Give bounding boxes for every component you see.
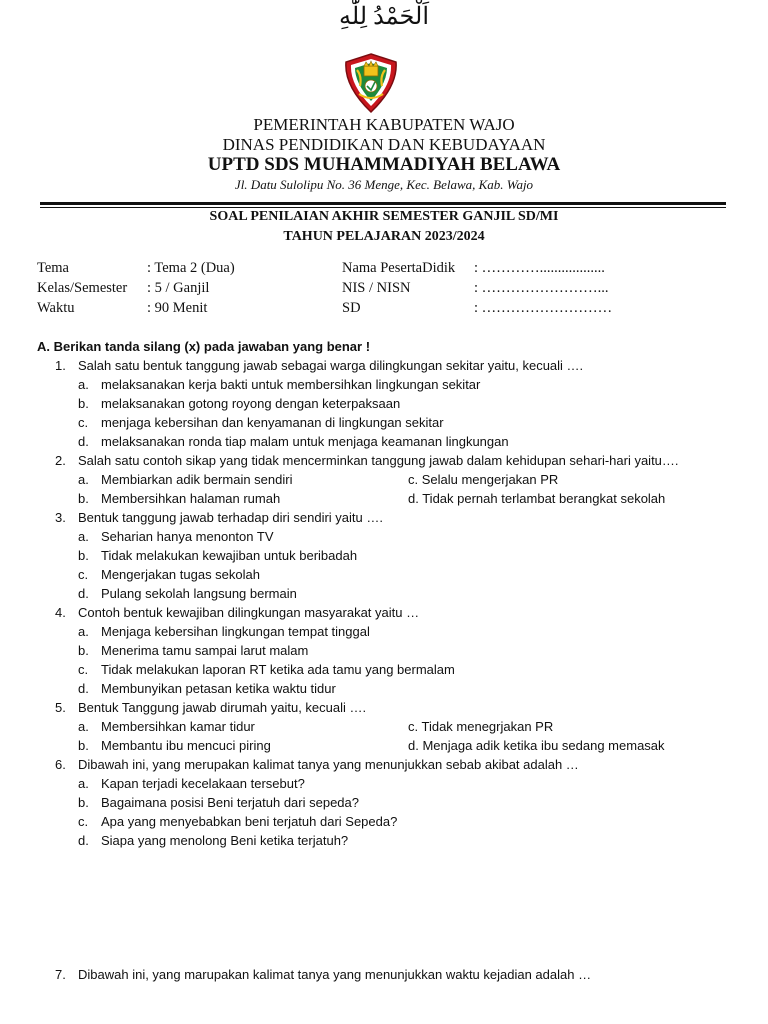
option-text[interactable]: c. Tidak menegrjakan PR — [408, 719, 554, 734]
option-text[interactable]: d. Menjaga adik ketika ibu sedang memasak — [408, 738, 665, 753]
header-divider-thin — [40, 207, 726, 208]
option-letter: c. — [78, 415, 89, 430]
nama-label: Nama PesertaDidik — [342, 260, 456, 276]
question-number: 2. — [55, 453, 66, 468]
option-letter: b. — [78, 548, 89, 563]
option-letter: d. — [78, 833, 89, 848]
header-department-line: DINAS PENDIDIKAN DAN KEBUDAYAAN — [222, 135, 546, 154]
question-text: Contoh bentuk kewajiban dilingkungan masyarakat yaitu … — [78, 605, 420, 620]
question-text: Salah satu contoh sikap yang tidak mencerminkan tanggung jawab dalam kehidupan sehari-hari yaitu…. — [78, 453, 679, 468]
question-text: Dibawah ini, yang merupakan kalimat tanya yang menunjukkan sebab akibat adalah … — [78, 757, 579, 772]
kelas-label: Kelas/Semester — [37, 280, 128, 296]
nis-label: NIS / NISN — [342, 280, 411, 296]
tema-label: Tema — [37, 260, 69, 276]
kelas-value: : 5 / Ganjil — [147, 280, 210, 296]
option-letter: a. — [78, 472, 89, 487]
question-text: Dibawah ini, yang marupakan kalimat tanya yang menunjukkan waktu kejadian adalah … — [78, 967, 592, 982]
option-letter: d. — [78, 434, 89, 449]
option-text[interactable]: melaksanakan ronda tiap malam untuk menjaga keamanan lingkungan — [101, 434, 509, 449]
school-emblem-logo — [340, 52, 402, 114]
option-letter: a. — [78, 529, 89, 544]
option-text[interactable]: c. Selalu mengerjakan PR — [408, 472, 559, 487]
exam-year: TAHUN PELAJARAN 2023/2024 — [283, 229, 485, 244]
waktu-value: : 90 Menit — [147, 300, 208, 316]
question-number: 3. — [55, 510, 66, 525]
question-text: Bentuk Tanggung jawab dirumah yaitu, kecuali …. — [78, 700, 367, 715]
section-a-heading: A. Berikan tanda silang (x) pada jawaban yang benar ! — [37, 339, 371, 354]
option-text[interactable]: Membantu ibu mencuci piring — [101, 738, 271, 753]
question-number: 7. — [55, 967, 66, 982]
question-text: Bentuk tanggung jawab terhadap diri sendiri yaitu …. — [78, 510, 383, 525]
option-text[interactable]: Pulang sekolah langsung bermain — [101, 586, 297, 601]
option-text[interactable]: d. Tidak pernah terlambat berangkat sekolah — [408, 491, 666, 506]
option-letter: a. — [78, 624, 89, 639]
option-text[interactable]: Siapa yang menolong Beni ketika terjatuh? — [101, 833, 349, 848]
arabic-basmalah-text: اَلْحَمْدُ لِلّٰهِ — [338, 4, 430, 30]
option-letter: b. — [78, 643, 89, 658]
option-text[interactable]: Membersihkan kamar tidur — [101, 719, 255, 734]
option-letter: d. — [78, 681, 89, 696]
option-text[interactable]: Kapan terjadi kecelakaan tersebut? — [101, 776, 305, 791]
option-text[interactable]: melaksanakan kerja bakti untuk membersihkan lingkungan sekitar — [101, 377, 481, 392]
question-number: 4. — [55, 605, 66, 620]
option-letter: a. — [78, 719, 89, 734]
option-letter: a. — [78, 776, 89, 791]
option-text[interactable]: melaksanakan gotong royong dengan keterpaksaan — [101, 396, 401, 411]
option-text[interactable]: Tidak melakukan laporan RT ketika ada tamu yang bermalam — [101, 662, 455, 677]
option-letter: a. — [78, 377, 89, 392]
nis-value: : ……………………... — [474, 280, 609, 296]
header-school-name: UPTD SDS MUHAMMADIYAH BELAWA — [207, 154, 561, 175]
option-text[interactable]: Membunyikan petasan ketika waktu tidur — [101, 681, 336, 696]
question-number: 6. — [55, 757, 66, 772]
question-text: Salah satu bentuk tanggung jawab sebagai warga dilingkungan sekitar yaitu, kecuali …. — [78, 358, 584, 373]
sd-value: : ……………………… — [474, 300, 613, 316]
option-text[interactable]: Apa yang menyebabkan beni terjatuh dari Sepeda? — [101, 814, 398, 829]
option-letter: c. — [78, 567, 89, 582]
option-text[interactable]: Menjaga kebersihan lingkungan tempat tinggal — [101, 624, 370, 639]
option-text[interactable]: Membiarkan adik bermain sendiri — [101, 472, 293, 487]
option-text[interactable]: Seharian hanya menonton TV — [101, 529, 274, 544]
sd-label: SD — [342, 300, 361, 316]
exam-title: SOAL PENILAIAN AKHIR SEMESTER GANJIL SD/MI — [209, 209, 559, 224]
option-letter: b. — [78, 795, 89, 810]
tema-value: : Tema 2 (Dua) — [147, 260, 235, 276]
option-text[interactable]: Menerima tamu sampai larut malam — [101, 643, 309, 658]
header-government-line: PEMERINTAH KABUPATEN WAJO — [253, 115, 515, 134]
option-letter: c. — [78, 662, 89, 677]
option-letter: b. — [78, 491, 89, 506]
option-letter: b. — [78, 738, 89, 753]
option-letter: c. — [78, 814, 89, 829]
nama-value: : ………….................. — [474, 260, 605, 276]
header-address: Jl. Datu Sulolipu No. 36 Menge, Kec. Belawa, Kab. Wajo — [234, 177, 534, 192]
option-letter: d. — [78, 586, 89, 601]
option-text[interactable]: Bagaimana posisi Beni terjatuh dari sepeda? — [101, 795, 360, 810]
option-text[interactable]: Membersihkan halaman rumah — [101, 491, 281, 506]
option-text[interactable]: Mengerjakan tugas sekolah — [101, 567, 260, 582]
option-text[interactable]: menjaga kebersihan dan kenyamanan di lingkungan sekitar — [101, 415, 444, 430]
question-number: 1. — [55, 358, 66, 373]
option-text[interactable]: Tidak melakukan kewajiban untuk beribadah — [101, 548, 358, 563]
waktu-label: Waktu — [37, 300, 75, 316]
option-letter: b. — [78, 396, 89, 411]
question-number: 5. — [55, 700, 66, 715]
header-divider-thick — [40, 202, 726, 205]
